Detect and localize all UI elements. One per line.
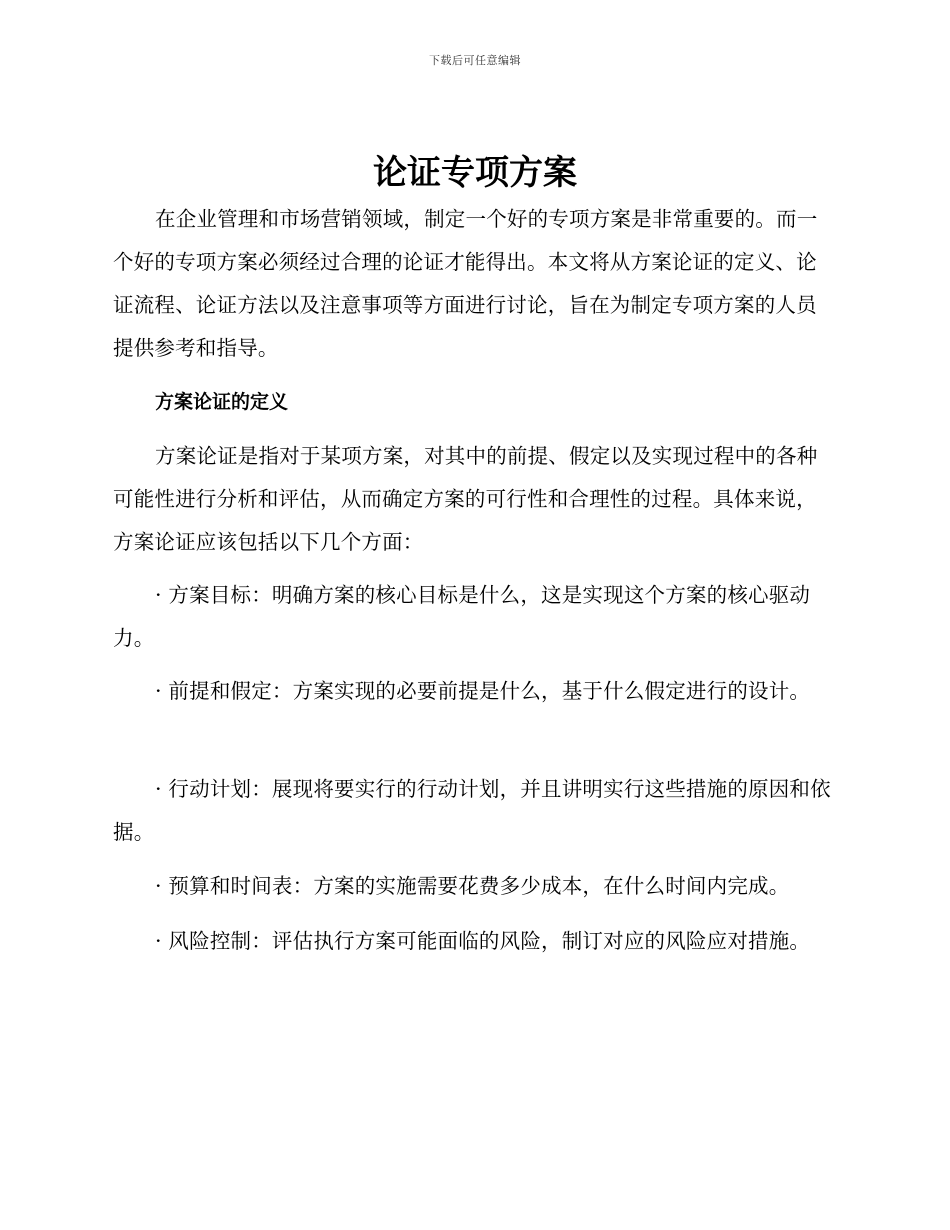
definition-paragraph: 方案论证是指对于某项方案，对其中的前提、假定以及实现过程中的各种可能性进行分析和评估，从而确定方案的可行性和合理性的过程。具体来说，方案论证应该包括以下几个方面：	[113, 444, 818, 554]
list-item: · 前提和假定：方案实现的必要前提是什么，基于什么假定进行的设计。	[155, 679, 811, 703]
list-item: · 预算和时间表：方案的实施需要花费多少成本，在什么时间内完成。	[155, 874, 790, 898]
header-note: 下载后可任意编辑	[429, 54, 521, 67]
section-heading-definition: 方案论证的定义	[155, 391, 289, 413]
list-item: · 方案目标：明确方案的核心目标是什么，这是实现这个方案的核心驱动力。	[113, 583, 811, 650]
document-title: 论证专项方案	[373, 153, 577, 193]
list-item: · 风险控制：评估执行方案可能面临的风险，制订对应的风险应对措施。	[155, 929, 811, 953]
list-item: · 行动计划：展现将要实行的行动计划，并且讲明实行这些措施的原因和依据。	[113, 777, 831, 844]
intro-paragraph: 在企业管理和市场营销领域，制定一个好的专项方案是非常重要的。而一个好的专项方案必须经过合理的论证才能得出。本文将从方案论证的定义、论证流程、论证方法以及注意事项等方面进行讨论，旨在为制定专项方案的人员提供参考和指导。	[113, 207, 818, 360]
